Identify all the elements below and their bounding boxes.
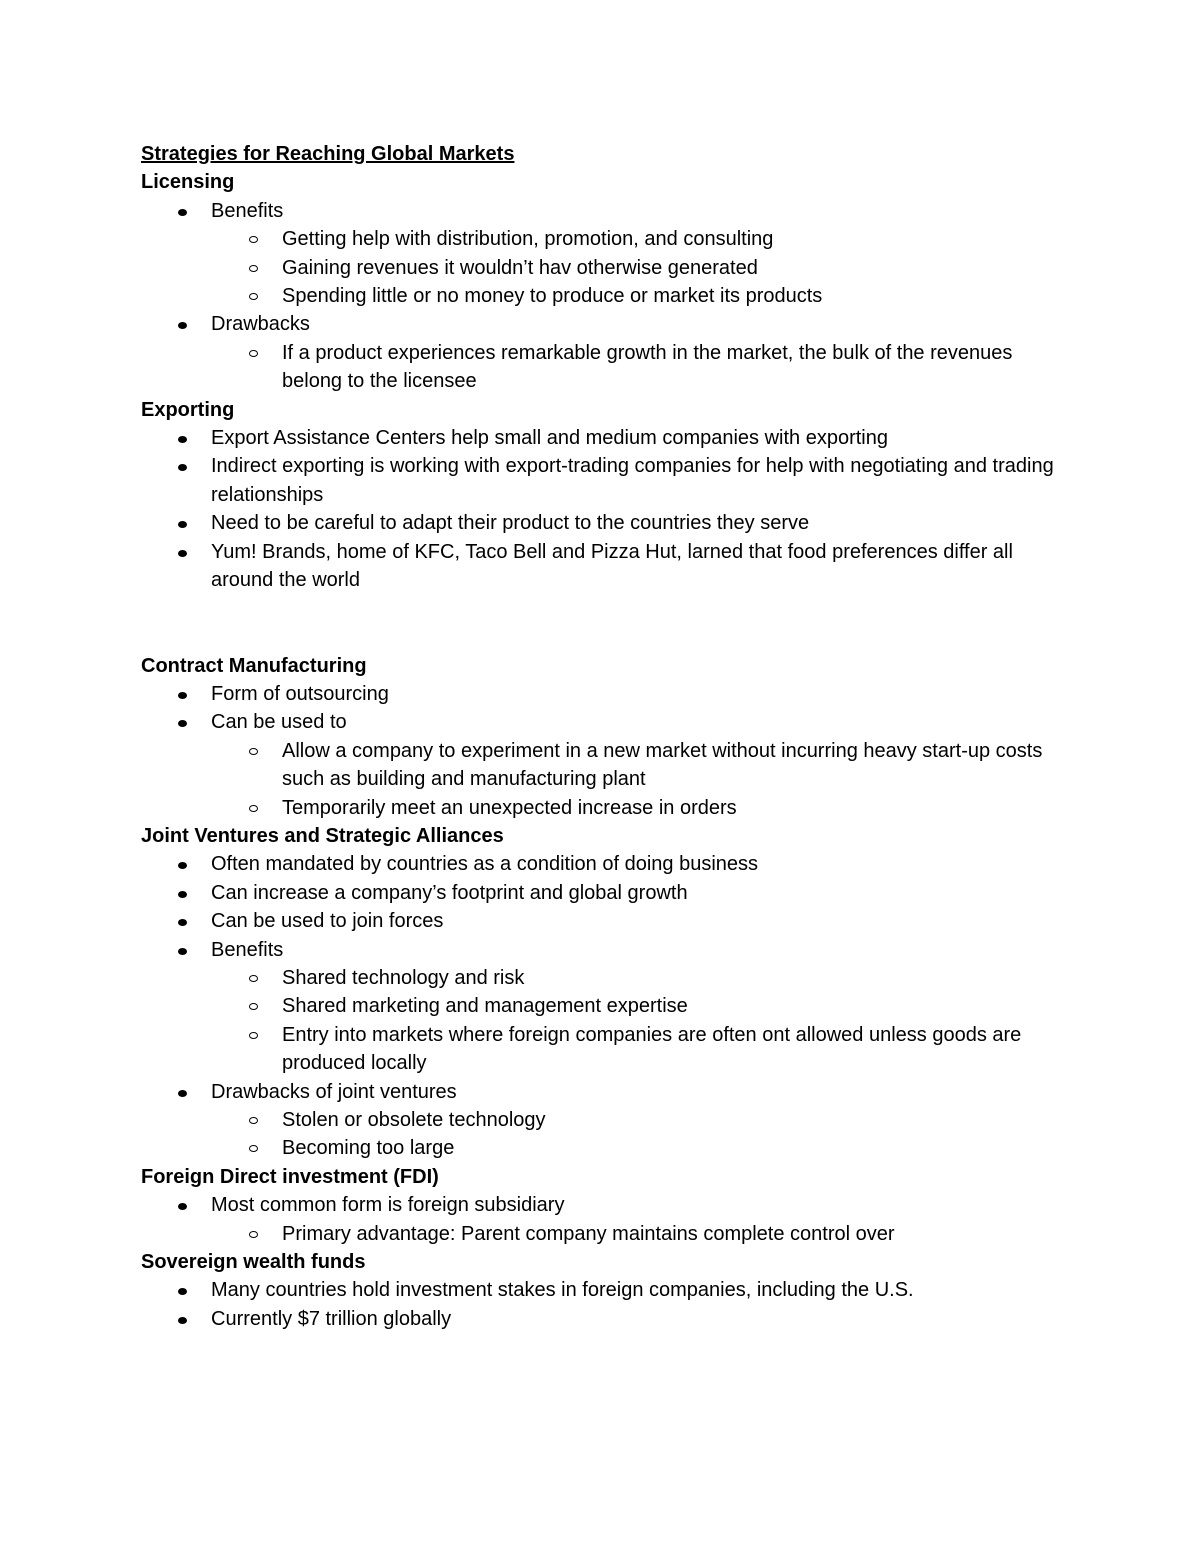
hollow-bullet-icon <box>249 1145 258 1152</box>
list-item <box>141 680 1061 708</box>
filled-bullet-icon <box>178 436 187 443</box>
list-item <box>141 1305 1061 1333</box>
filled-bullet-icon <box>178 550 187 557</box>
document-body <box>141 140 1061 1333</box>
section-heading-exporting: Exporting <box>141 398 235 421</box>
hollow-bullet-icon <box>249 975 258 982</box>
list-item-text: Indirect exporting is working with export-trading companies for help with negotiating and trading relationships <box>211 455 1054 506</box>
filled-bullet-icon <box>178 919 187 926</box>
list-item-text: Often mandated by countries as a condition of doing business <box>211 853 759 876</box>
sub-list-item-text: Getting help with distribution, promotion, and consulting <box>282 228 774 251</box>
list-item <box>141 936 1061 1078</box>
hollow-bullet-icon <box>249 1117 258 1124</box>
sub-list-item <box>211 737 1061 794</box>
sovereign-wealth-funds-list <box>141 1276 1061 1333</box>
hollow-bullet-icon <box>249 1003 258 1010</box>
filled-bullet-icon <box>178 720 187 727</box>
filled-bullet-icon <box>178 891 187 898</box>
sub-list-item-text: Shared marketing and management expertise <box>282 995 688 1018</box>
filled-bullet-icon <box>178 692 187 699</box>
section-heading-contract-manufacturing: Contract Manufacturing <box>141 654 367 677</box>
list-item-text: Form of outsourcing <box>211 682 389 705</box>
list-item-text: Can be used to join forces <box>211 910 444 933</box>
filled-bullet-icon <box>178 1317 187 1324</box>
list-item-text: Need to be careful to adapt their product to the countries they serve <box>211 512 810 535</box>
sub-list <box>141 1220 1061 1248</box>
filled-bullet-icon <box>178 1288 187 1295</box>
hollow-bullet-icon <box>249 265 258 272</box>
filled-bullet-icon <box>178 521 187 528</box>
sub-list-item <box>211 1106 1061 1134</box>
list-item-text: Currently $7 trillion globally <box>211 1307 452 1330</box>
sub-list-item <box>211 992 1061 1020</box>
page-title: Strategies for Reaching Global Markets <box>141 143 515 165</box>
sub-list-item-text: Allow a company to experiment in a new market without incurring heavy start-up costs such as building and manufacturing plant <box>282 739 1043 791</box>
fdi-list <box>141 1191 1061 1248</box>
sub-list-item <box>211 1220 1061 1248</box>
sub-list <box>141 1106 1061 1163</box>
list-item-text: Can increase a company’s footprint and global growth <box>211 881 688 904</box>
filled-bullet-icon <box>178 209 187 216</box>
section-heading-fdi: Foreign Direct investment (FDI) <box>141 1165 439 1188</box>
sub-list-item <box>211 282 1061 310</box>
list-item <box>141 1078 1061 1163</box>
list-item <box>141 197 1061 311</box>
list-item-text: Can be used to <box>211 711 347 734</box>
filled-bullet-icon <box>178 1203 187 1210</box>
list-item-text: Export Assistance Centers help small and medium companies with exporting <box>211 427 888 450</box>
list-item <box>141 310 1061 395</box>
sub-list-item <box>211 339 1061 396</box>
exporting-list <box>141 424 1061 594</box>
list-item-text: Many countries hold investment stakes in foreign companies, including the U.S. <box>211 1279 914 1302</box>
list-item <box>141 1276 1061 1304</box>
filled-bullet-icon <box>178 862 187 869</box>
list-item <box>141 538 1061 595</box>
list-item-text: Benefits <box>211 199 284 222</box>
sub-list-item <box>211 254 1061 282</box>
sub-list <box>141 225 1061 310</box>
licensing-list <box>141 197 1061 396</box>
sub-list <box>141 339 1061 396</box>
hollow-bullet-icon <box>249 236 258 243</box>
contract-manufacturing-list <box>141 680 1061 822</box>
list-item <box>141 907 1061 935</box>
sub-list <box>141 964 1061 1078</box>
list-item <box>141 879 1061 907</box>
section-heading-joint-ventures: Joint Ventures and Strategic Alliances <box>141 824 504 847</box>
list-item <box>141 1191 1061 1248</box>
sub-list-item <box>211 794 1061 822</box>
hollow-bullet-icon <box>249 1032 258 1039</box>
sub-list <box>141 737 1061 822</box>
list-item <box>141 708 1061 822</box>
list-item <box>141 424 1061 452</box>
list-item-text: Most common form is foreign subsidiary <box>211 1194 565 1217</box>
list-item-text: Drawbacks of joint ventures <box>211 1080 457 1103</box>
sub-list-item <box>211 1021 1061 1078</box>
filled-bullet-icon <box>178 948 187 955</box>
joint-ventures-list <box>141 850 1061 1162</box>
hollow-bullet-icon <box>249 805 258 812</box>
hollow-bullet-icon <box>249 293 258 300</box>
sub-list-item <box>211 225 1061 253</box>
hollow-bullet-icon <box>249 350 258 357</box>
list-item <box>141 509 1061 537</box>
sub-list-item-text: If a product experiences remarkable growth in the market, the bulk of the revenues belong to the licensee <box>282 341 1013 393</box>
list-item-text: Yum! Brands, home of KFC, Taco Bell and Pizza Hut, larned that food preferences differ all around the world <box>211 540 1013 592</box>
hollow-bullet-icon <box>249 1231 258 1238</box>
list-item <box>141 452 1061 509</box>
sub-list-item-text: Stolen or obsolete technology <box>282 1109 546 1131</box>
sub-list-item-text: Entry into markets where foreign companies are often ont allowed unless goods are produced locally <box>282 1023 1022 1075</box>
sub-list-item-text: Gaining revenues it wouldn’t hav otherwise generated <box>282 256 758 279</box>
filled-bullet-icon <box>178 322 187 329</box>
sub-list-item-text: Temporarily meet an unexpected increase in orders <box>282 796 737 819</box>
sub-list-item <box>211 1134 1061 1162</box>
section-heading-licensing: Licensing <box>141 171 235 194</box>
list-item-text: Benefits <box>211 938 284 961</box>
sub-list-item <box>211 964 1061 992</box>
hollow-bullet-icon <box>249 748 258 755</box>
sub-list-item-text: Spending little or no money to produce or market its products <box>282 285 823 308</box>
filled-bullet-icon <box>178 1090 187 1097</box>
sub-list-item-text: Primary advantage: Parent company maintains complete control over <box>282 1222 895 1245</box>
list-item <box>141 850 1061 878</box>
section-heading-sovereign-wealth-funds: Sovereign wealth funds <box>141 1251 366 1274</box>
sub-list-item-text: Becoming too large <box>282 1137 455 1160</box>
blank-space <box>141 595 1061 652</box>
filled-bullet-icon <box>178 464 187 471</box>
list-item-text: Drawbacks <box>211 313 310 336</box>
sub-list-item-text: Shared technology and risk <box>282 966 525 989</box>
